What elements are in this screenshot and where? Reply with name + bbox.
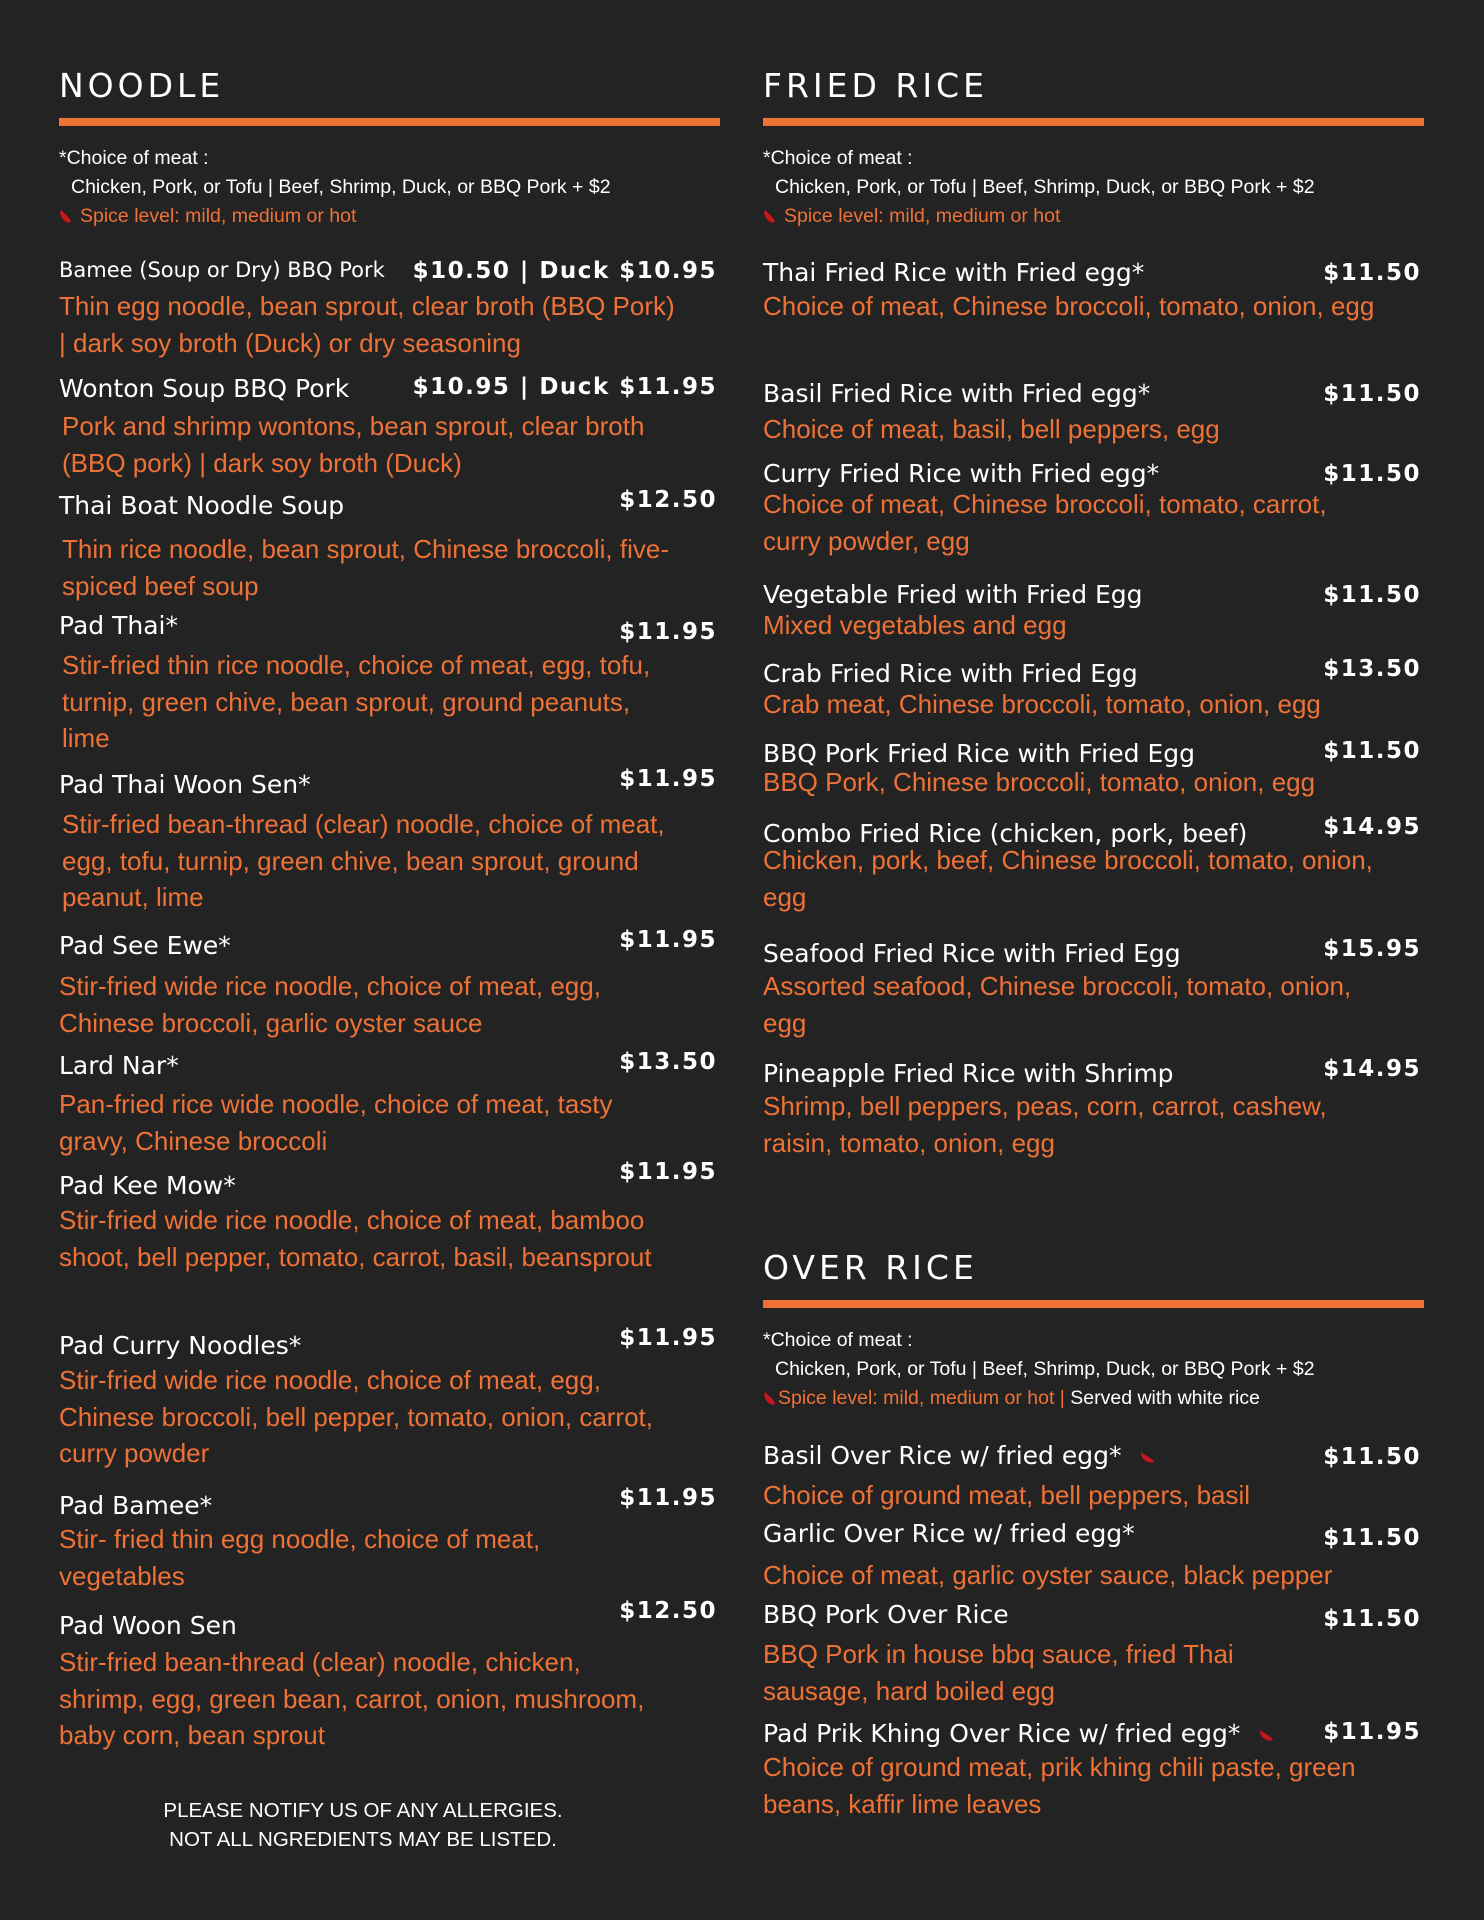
item-price: $10.95 | Duck $11.95 <box>412 374 717 400</box>
served-with-rice-note: Served with white rice <box>1070 1387 1260 1409</box>
item-price: $11.95 <box>619 1325 717 1351</box>
section-divider <box>763 1300 1424 1308</box>
item-name: Pad Thai Woon Sen* <box>59 770 311 799</box>
item-name: Curry Fried Rice with Fried egg* <box>763 459 1160 488</box>
item-description: Stir-fried wide rice noodle, choice of meat, bamboo shoot, bell pepper, tomato, carrot, basil, beansprout <box>59 1205 652 1272</box>
item-name: Pad See Ewe* <box>59 931 231 960</box>
item-price: $15.95 <box>1323 936 1421 962</box>
item-price: $11.50 <box>1323 461 1421 487</box>
item-price: $11.95 <box>1323 1719 1421 1745</box>
item-description: Stir-fried bean-thread (clear) noodle, choice of meat, egg, tofu, turnip, green chive, bean sprout, ground peanut, lime <box>62 809 665 912</box>
item-price: $11.95 <box>619 927 717 953</box>
section-title: OVER RICE <box>763 1248 978 1287</box>
choice-label: *Choice of meat : <box>763 1329 913 1351</box>
item-description: Thin rice noodle, bean sprout, Chinese broccoli, five-spiced beef soup <box>62 534 669 601</box>
item-description: Pan-fried rice wide noodle, choice of meat, tasty gravy, Chinese broccoli <box>59 1089 613 1156</box>
item-price: $11.50 <box>1323 381 1421 407</box>
item-name: Thai Boat Noodle Soup <box>59 491 345 520</box>
item-price: $11.95 <box>619 1485 717 1511</box>
item-price: $10.50 | Duck $10.95 <box>412 258 717 284</box>
meat-choice-notes <box>59 144 721 231</box>
item-name: Crab Fried Rice with Fried Egg <box>763 659 1138 688</box>
spice-text: Spice level: mild, medium or hot <box>784 205 1061 227</box>
meat-choice-notes <box>763 1326 1425 1413</box>
item-price: $11.50 <box>1323 738 1421 764</box>
item-name: Pad Bamee* <box>59 1491 213 1520</box>
item-description: Stir-fried wide rice noodle, choice of meat, egg, Chinese broccoli, garlic oyster sauce <box>59 971 601 1038</box>
item-description: Pork and shrimp wontons, bean sprout, clear broth (BBQ pork) | dark soy broth (Duck) <box>62 411 645 478</box>
chili-pepper-icon <box>59 208 72 225</box>
chili-pepper-icon <box>763 208 776 225</box>
item-description: Choice of ground meat, bell peppers, basil <box>763 1480 1251 1510</box>
allergy-notice <box>59 1796 667 1854</box>
item-price: $11.50 <box>1323 260 1421 286</box>
item-description: Choice of ground meat, prik khing chili paste, green beans, kaffir lime leaves <box>763 1752 1356 1819</box>
item-name: Pad Thai* <box>59 611 178 640</box>
choice-options: Chicken, Pork, or Tofu | Beef, Shrimp, Duck, or BBQ Pork + $2 <box>71 176 611 198</box>
item-description: Choice of meat, Chinese broccoli, tomato, onion, egg <box>763 291 1375 321</box>
item-name: Pad Kee Mow* <box>59 1171 236 1200</box>
item-price: $13.50 <box>619 1049 717 1075</box>
section-title: NOODLE <box>59 66 225 105</box>
item-description: Stir-fried thin rice noodle, choice of meat, egg, tofu, turnip, green chive, bean sprout, ground peanuts, lime <box>62 650 651 753</box>
choice-label: *Choice of meat : <box>763 147 913 169</box>
chili-pepper-icon <box>1139 1449 1155 1465</box>
item-name: BBQ Pork Fried Rice with Fried Egg <box>763 739 1195 768</box>
section-divider <box>59 118 720 126</box>
item-description: BBQ Pork, Chinese broccoli, tomato, onion, egg <box>763 767 1316 797</box>
item-name: Basil Fried Rice with Fried egg* <box>763 379 1151 408</box>
item-name: Lard Nar* <box>59 1051 179 1080</box>
section-title: FRIED RICE <box>763 66 988 105</box>
item-description: BBQ Pork in house bbq sauce, fried Thai sausage, hard boiled egg <box>763 1639 1234 1706</box>
choice-options: Chicken, Pork, or Tofu | Beef, Shrimp, Duck, or BBQ Pork + $2 <box>775 1358 1315 1380</box>
item-name: Thai Fried Rice with Fried egg* <box>763 258 1145 287</box>
section-divider <box>763 118 1424 126</box>
item-price: $11.95 <box>619 766 717 792</box>
item-name: Vegetable Fried with Fried Egg <box>763 580 1143 609</box>
item-description: Stir-fried wide rice noodle, choice of meat, egg, Chinese broccoli, bell pepper, tomato, onion, carrot, curry powder <box>59 1365 654 1468</box>
item-name-text: Basil Over Rice w/ fried egg* <box>763 1441 1122 1470</box>
choice-options: Chicken, Pork, or Tofu | Beef, Shrimp, Duck, or BBQ Pork + $2 <box>775 176 1315 198</box>
item-name: BBQ Pork Over Rice <box>763 1600 1009 1629</box>
meat-choice-notes <box>763 144 1425 231</box>
item-description: Choice of meat, basil, bell peppers, egg <box>763 414 1220 444</box>
item-description: Crab meat, Chinese broccoli, tomato, onion, egg <box>763 689 1321 719</box>
item-price: $11.50 <box>1323 1444 1421 1470</box>
item-description: Choice of meat, garlic oyster sauce, black pepper <box>763 1560 1333 1590</box>
spice-text: Spice level: mild, medium or hot | <box>778 1387 1071 1409</box>
item-name: Pineapple Fried Rice with Shrimp <box>763 1059 1174 1088</box>
item-price: $12.50 <box>619 487 717 513</box>
spice-note <box>763 1384 1425 1413</box>
item-price: $12.50 <box>619 1598 717 1624</box>
allergy-line-2: NOT ALL NGREDIENTS MAY BE LISTED. <box>169 1828 557 1851</box>
item-price: $11.50 <box>1323 1525 1421 1551</box>
item-name <box>763 1719 1274 1748</box>
item-description: Mixed vegetables and egg <box>763 610 1067 640</box>
item-name: Combo Fried Rice (chicken, pork, beef) <box>763 819 1248 848</box>
item-price: $14.95 <box>1323 814 1421 840</box>
item-price: $11.95 <box>619 619 717 645</box>
item-description: Chicken, pork, beef, Chinese broccoli, tomato, onion, egg <box>763 845 1373 912</box>
allergy-line-1: PLEASE NOTIFY US OF ANY ALLERGIES. <box>163 1799 563 1822</box>
item-description: Thin egg noodle, bean sprout, clear broth (BBQ Pork) | dark soy broth (Duck) or dry seasoning <box>59 291 675 358</box>
item-description: Shrimp, bell peppers, peas, corn, carrot, cashew, raisin, tomato, onion, egg <box>763 1091 1327 1158</box>
spice-text: Spice level: mild, medium or hot <box>80 205 357 227</box>
item-price: $13.50 <box>1323 656 1421 682</box>
item-name: Garlic Over Rice w/ fried egg* <box>763 1519 1135 1548</box>
spice-note <box>59 202 721 231</box>
item-name-text: Pad Prik Khing Over Rice w/ fried egg* <box>763 1719 1241 1748</box>
choice-label: *Choice of meat : <box>59 147 209 169</box>
item-price: $11.95 <box>619 1159 717 1185</box>
spice-note <box>763 202 1425 231</box>
item-description: Assorted seafood, Chinese broccoli, tomato, onion, egg <box>763 971 1352 1038</box>
item-description: Stir- fried thin egg noodle, choice of meat, vegetables <box>59 1524 541 1591</box>
item-name <box>763 1441 1155 1470</box>
item-name: Bamee (Soup or Dry) BBQ Pork <box>59 258 385 282</box>
item-name: Wonton Soup BBQ Pork <box>59 374 350 403</box>
chili-pepper-icon <box>1258 1727 1274 1743</box>
item-description: Choice of meat, Chinese broccoli, tomato, carrot, curry powder, egg <box>763 489 1327 556</box>
item-price: $11.50 <box>1323 1606 1421 1632</box>
item-price: $14.95 <box>1323 1056 1421 1082</box>
item-price: $11.50 <box>1323 582 1421 608</box>
chili-pepper-icon <box>763 1390 776 1407</box>
item-name: Seafood Fried Rice with Fried Egg <box>763 939 1181 968</box>
item-name: Pad Curry Noodles* <box>59 1331 302 1360</box>
item-description: Stir-fried bean-thread (clear) noodle, chicken, shrimp, egg, green bean, carrot, onion, mushroom, baby corn, bean sprout <box>59 1647 645 1750</box>
item-name: Pad Woon Sen <box>59 1611 237 1640</box>
